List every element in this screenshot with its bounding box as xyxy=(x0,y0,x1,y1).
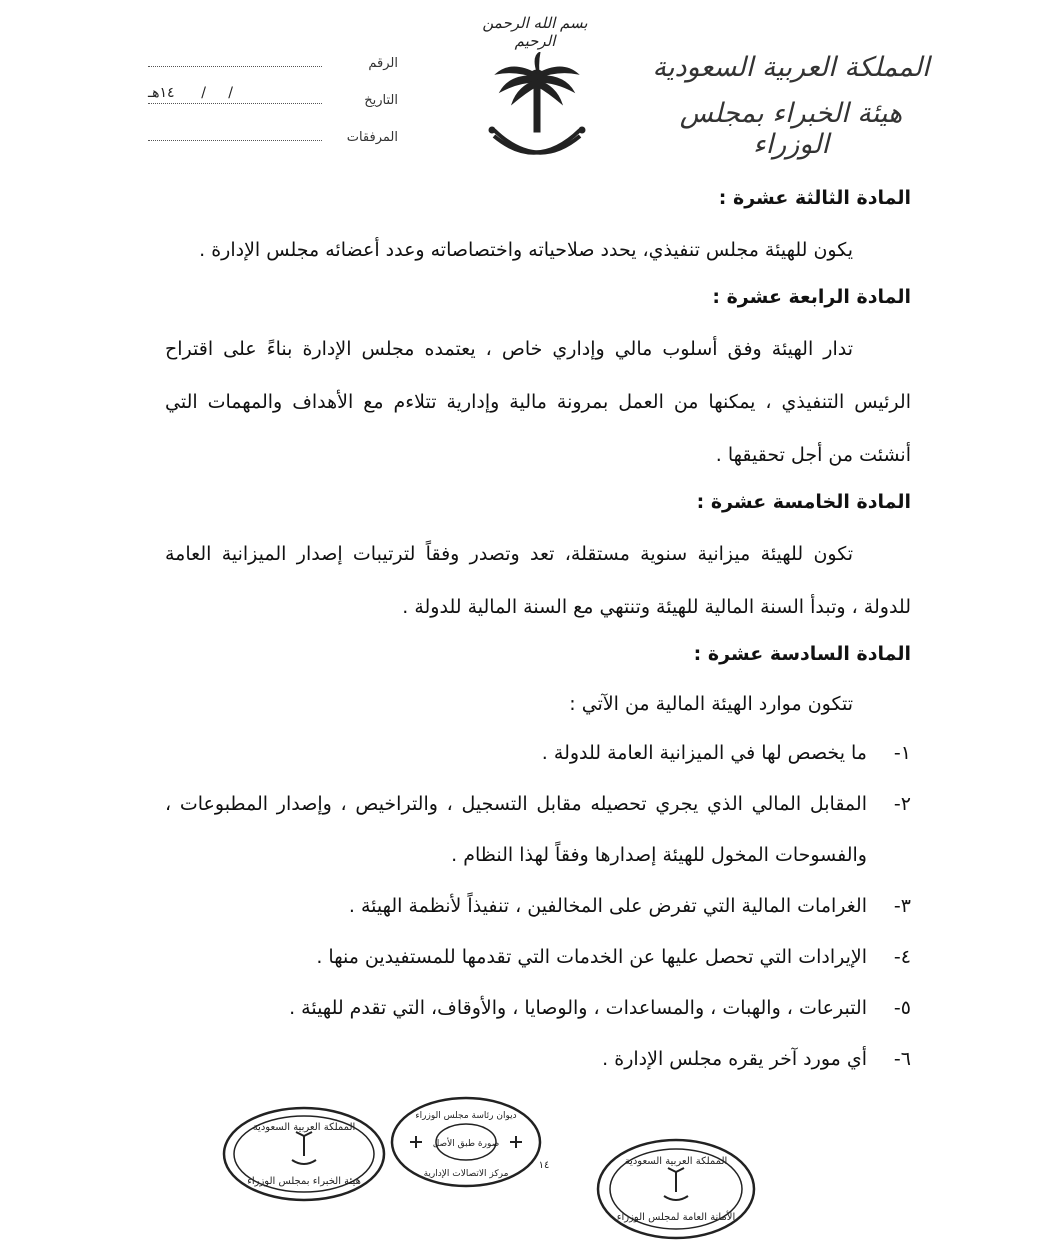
svg-text:المملكة العربية السعودية: المملكة العربية السعودية xyxy=(624,1156,728,1167)
list-item xyxy=(165,881,911,932)
article-text: تدار الهيئة وفق أسلوب مالي وإداري خاص ، يعتمده مجلس الإدارة بناءً على اقتراح الرئيس التنفيذي ، يمكنها من العمل بمرونة مالية وإدارية تتلاءم مع الأهداف والمهمات التي أنشئت من أجل تحقيقها . xyxy=(165,338,911,466)
org-name-line2: هيئة الخبراء بمجلس الوزراء xyxy=(679,98,903,160)
svg-text:الأمانة العامة لمجلس الوزراء: الأمانة العامة لمجلس الوزراء xyxy=(616,1212,736,1223)
oval-seal-icon xyxy=(222,1106,386,1202)
palm-and-swords-emblem-icon xyxy=(482,52,592,172)
reference-fields xyxy=(148,54,398,165)
article-16 xyxy=(165,636,911,1085)
svg-text:المملكة العربية السعودية: المملكة العربية السعودية xyxy=(252,1122,356,1133)
article-13 xyxy=(165,180,911,277)
list-item xyxy=(165,1034,911,1085)
svg-text:هيئة الخبراء بمجلس الوزراء: هيئة الخبراء بمجلس الوزراء xyxy=(247,1176,361,1187)
ref-number-label: الرقم xyxy=(368,56,398,71)
item-text: ما يخصص لها في الميزانية العامة للدولة . xyxy=(541,742,867,764)
item-text: المقابل المالي الذي يجري تحصيله مقابل التسجيل ، والتراخيص ، وإصدار المطبوعات ، والفسوحات المخول للهيئة إصدارها وفقاً لهذا النظام . xyxy=(165,793,867,866)
item-number: ٤- xyxy=(893,946,911,968)
svg-text:صورة طبق الأصل: صورة طبق الأصل xyxy=(432,1139,500,1149)
article-text: تكون للهيئة ميزانية سنوية مستقلة، تعد وتصدر وفقاً لترتيبات إصدار الميزانية العامة للدولة ، وتبدأ السنة المالية للهيئة وتنتهي مع السنة المالية للدولة . xyxy=(165,543,911,618)
svg-text:١٤: ١٤ xyxy=(538,1160,550,1171)
list-item xyxy=(165,728,911,779)
article-14 xyxy=(165,279,911,482)
oval-seal-icon xyxy=(596,1138,756,1240)
ref-attachments-label: المرفقات xyxy=(346,130,398,145)
general-secretariat-stamp xyxy=(596,1138,756,1240)
experts-commission-stamp xyxy=(222,1106,386,1202)
ref-date-row xyxy=(148,85,398,128)
list-item xyxy=(165,779,911,881)
item-number: ٣- xyxy=(893,895,911,917)
org-name-line1: المملكة العربية السعودية xyxy=(652,52,930,83)
ref-date-label: التاريخ xyxy=(364,93,398,108)
item-number: ٢- xyxy=(893,793,911,815)
article-15 xyxy=(165,484,911,634)
article-text: يكون للهيئة مجلس تنفيذي، يحدد صلاحياته واختصاصاته وعدد أعضائه مجلس الإدارة . xyxy=(199,239,853,261)
article-heading: المادة الرابعة عشرة : xyxy=(712,286,911,308)
ref-attachments-row xyxy=(148,128,398,165)
article-heading: المادة السادسة عشرة : xyxy=(693,643,911,665)
item-text: الإيرادات التي تحصل عليها عن الخدمات التي تقدمها للمستفيدين منها . xyxy=(316,946,867,968)
svg-text:مركز الاتصالات الإدارية: مركز الاتصالات الإدارية xyxy=(423,1169,509,1179)
svg-text:ديوان رئاسة مجلس الوزراء: ديوان رئاسة مجلس الوزراء xyxy=(415,1111,517,1121)
article-heading: المادة الخامسة عشرة : xyxy=(696,491,911,513)
item-number: ٦- xyxy=(893,1048,911,1070)
item-number: ٥- xyxy=(893,997,911,1019)
list-item xyxy=(165,932,911,983)
basmala: بسم الله الرحمن الرحيم xyxy=(482,14,588,50)
item-number: ١- xyxy=(893,742,911,764)
article-intro: تتكون موارد الهيئة المالية من الآتي : xyxy=(569,693,853,715)
ref-date-value: / / ١٤هـ xyxy=(148,85,233,101)
resources-list xyxy=(165,728,911,1085)
list-item xyxy=(165,983,911,1034)
item-text: أي مورد آخر يقره مجلس الإدارة . xyxy=(602,1048,867,1070)
item-text: الغرامات المالية التي تفرض على المخالفين ، تنفيذاً لأنظمة الهيئة . xyxy=(348,895,867,917)
cabinet-true-copy-stamp xyxy=(390,1096,550,1188)
round-seal-icon xyxy=(390,1096,550,1188)
document-body xyxy=(165,178,911,1085)
item-text: التبرعات ، والهبات ، والمساعدات ، والوصايا ، والأوقاف، التي تقدم للهيئة . xyxy=(289,997,867,1019)
article-heading: المادة الثالثة عشرة : xyxy=(718,187,911,209)
